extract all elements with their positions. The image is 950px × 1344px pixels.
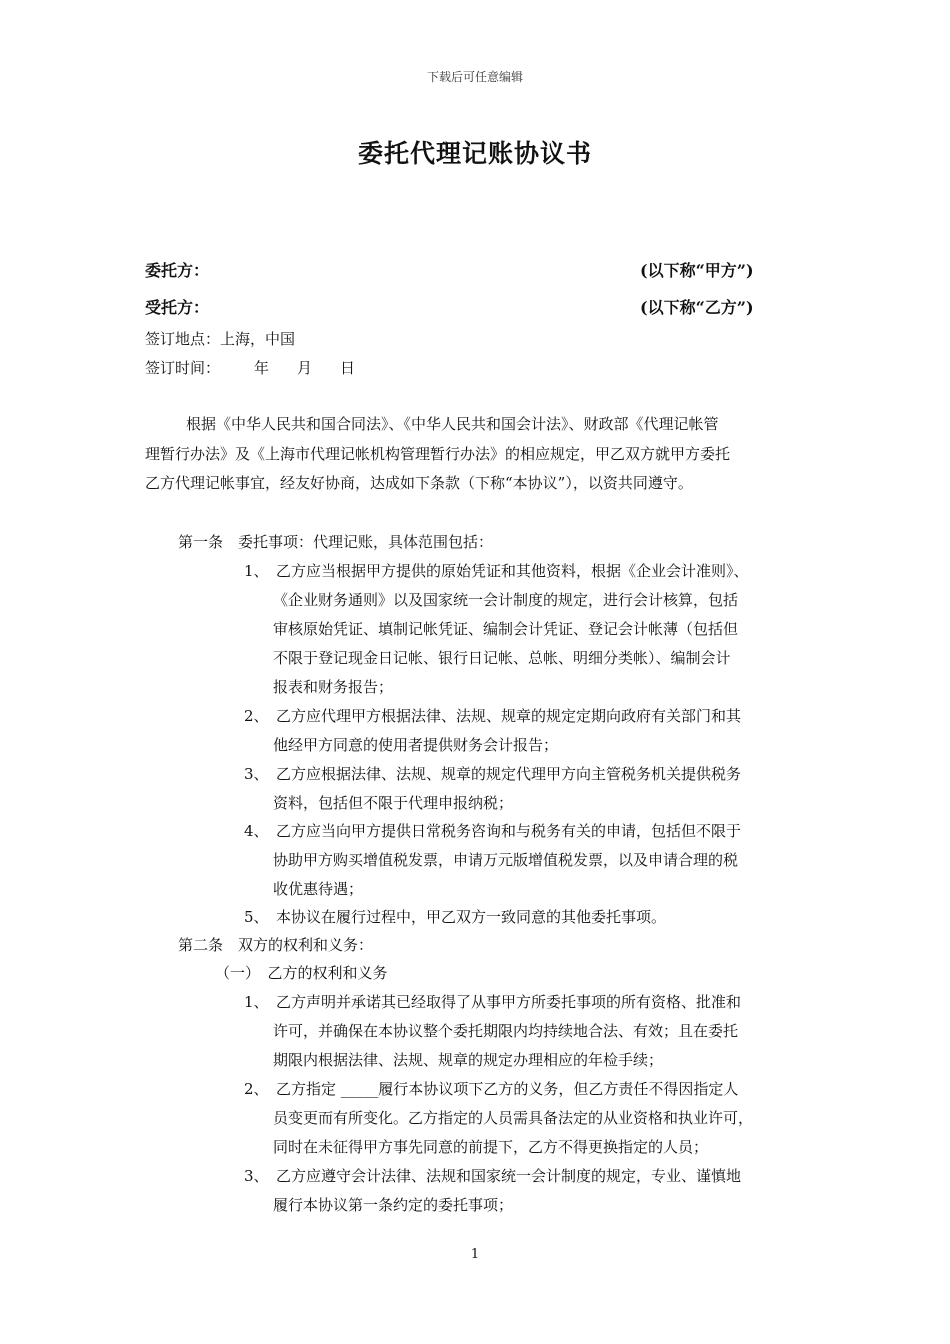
document-title: 委托代理记账协议书 <box>357 139 592 168</box>
article-1-item-2: 2、 乙方应代理甲方根据法律、法规、规章的规定定期向政府有关部门和其 <box>244 707 742 725</box>
article-1-item-3-cont: 资料，包括但不限于代理申报纳税； <box>273 794 514 812</box>
sign-place: 签订地点：上海，中国 <box>145 330 296 348</box>
article-1-item-4-cont: 收优惠待遇； <box>273 880 364 898</box>
sign-year: 年 <box>254 359 270 377</box>
article-1-heading: 第一条 委托事项：代理记账，具体范围包括： <box>178 533 494 551</box>
page-header: 下载后可任意编辑 <box>426 70 523 84</box>
article-2-item-2: 2、 乙方指定 _____履行本协议项下乙方的义务，但乙方责任不得因指定人 <box>244 1080 739 1098</box>
article-1-item-5: 5、 本协议在履行过程中，甲乙双方一致同意的其他委托事项。 <box>244 908 667 926</box>
article-1-item-3: 3、 乙方应根据法律、法规、规章的规定代理甲方向主管税务机关提供税务 <box>244 765 742 783</box>
article-2-item-3-cont: 履行本协议第一条约定的委托事项； <box>273 1196 514 1214</box>
article-1-item-4: 4、 乙方应当向甲方提供日常税务咨询和与税务有关的申请，包括但不限于 <box>244 822 742 840</box>
article-2-item-3: 3、 乙方应遵守会计法律、法规和国家统一会计制度的规定，专业、谨慎地 <box>244 1167 742 1185</box>
agent-alias: (以下称“乙方”) <box>640 298 754 317</box>
article-2-heading: 第二条 双方的权利和义务： <box>178 936 374 954</box>
article-1-item-1-cont: 审核原始凭证、填制记帐凭证、编制会计凭证、登记会计帐薄（包括但 <box>273 620 739 638</box>
article-2-item-2-cont: 同时在未征得甲方事先同意的前提下，乙方不得更换指定的人员； <box>273 1138 709 1156</box>
article-2-item-1-cont: 期限内根据法律、法规、规章的规定办理相应的年检手续； <box>273 1051 664 1069</box>
preamble-line: 理暂行办法》及《上海市代理记帐机构管理暂行办法》的相应规定，甲乙双方就甲方委托 <box>145 445 731 463</box>
preamble-line: 乙方代理记帐事宜，经友好协商，达成如下条款（下称“本协议”），以资共同遵守。 <box>145 474 693 492</box>
article-1-item-4-cont: 协助甲方购买增值税发票，申请万元版增值税发票，以及申请合理的税 <box>273 851 739 869</box>
sign-day: 日 <box>340 359 356 377</box>
article-1-item-2-cont: 他经甲方同意的使用者提供财务会计报告； <box>273 736 559 754</box>
sign-time-label: 签订时间： <box>145 359 221 377</box>
article-2-subheading: （一） 乙方的权利和义务 <box>215 964 388 982</box>
client-label: 委托方： <box>145 261 210 280</box>
article-1-item-1-cont: 《企业财务通则》以及国家统一会计制度的规定，进行会计核算，包括 <box>273 591 739 609</box>
sign-month: 月 <box>297 359 313 377</box>
article-2-item-1: 1、 乙方声明并承诺其已经取得了从事甲方所委托事项的所有资格、批准和 <box>244 993 742 1011</box>
article-2-item-1-cont: 许可，并确保在本协议整个委托期限内均持续地合法、有效；且在委托 <box>273 1022 739 1040</box>
article-1-item-1-cont: 不限于登记现金日记帐、银行日记帐、总帐、明细分类帐）、编制会计 <box>273 649 731 667</box>
article-1-item-1-cont: 报表和财务报告； <box>273 678 394 696</box>
article-2-item-2-cont: 员变更而有所变化。乙方指定的人员需具备法定的从业资格和执业许可， <box>273 1109 754 1127</box>
agent-label: 受托方： <box>145 298 210 317</box>
page-number: 1 <box>470 1247 480 1262</box>
article-1-item-1: 1、 乙方应当根据甲方提供的原始凭证和其他资料，根据《企业会计准则》、 <box>244 562 749 580</box>
client-alias: (以下称“甲方”) <box>640 261 754 280</box>
preamble-line: 根据《中华人民共和国合同法》、《中华人民共和国会计法》、财政部《代理记帐管 <box>186 415 719 433</box>
